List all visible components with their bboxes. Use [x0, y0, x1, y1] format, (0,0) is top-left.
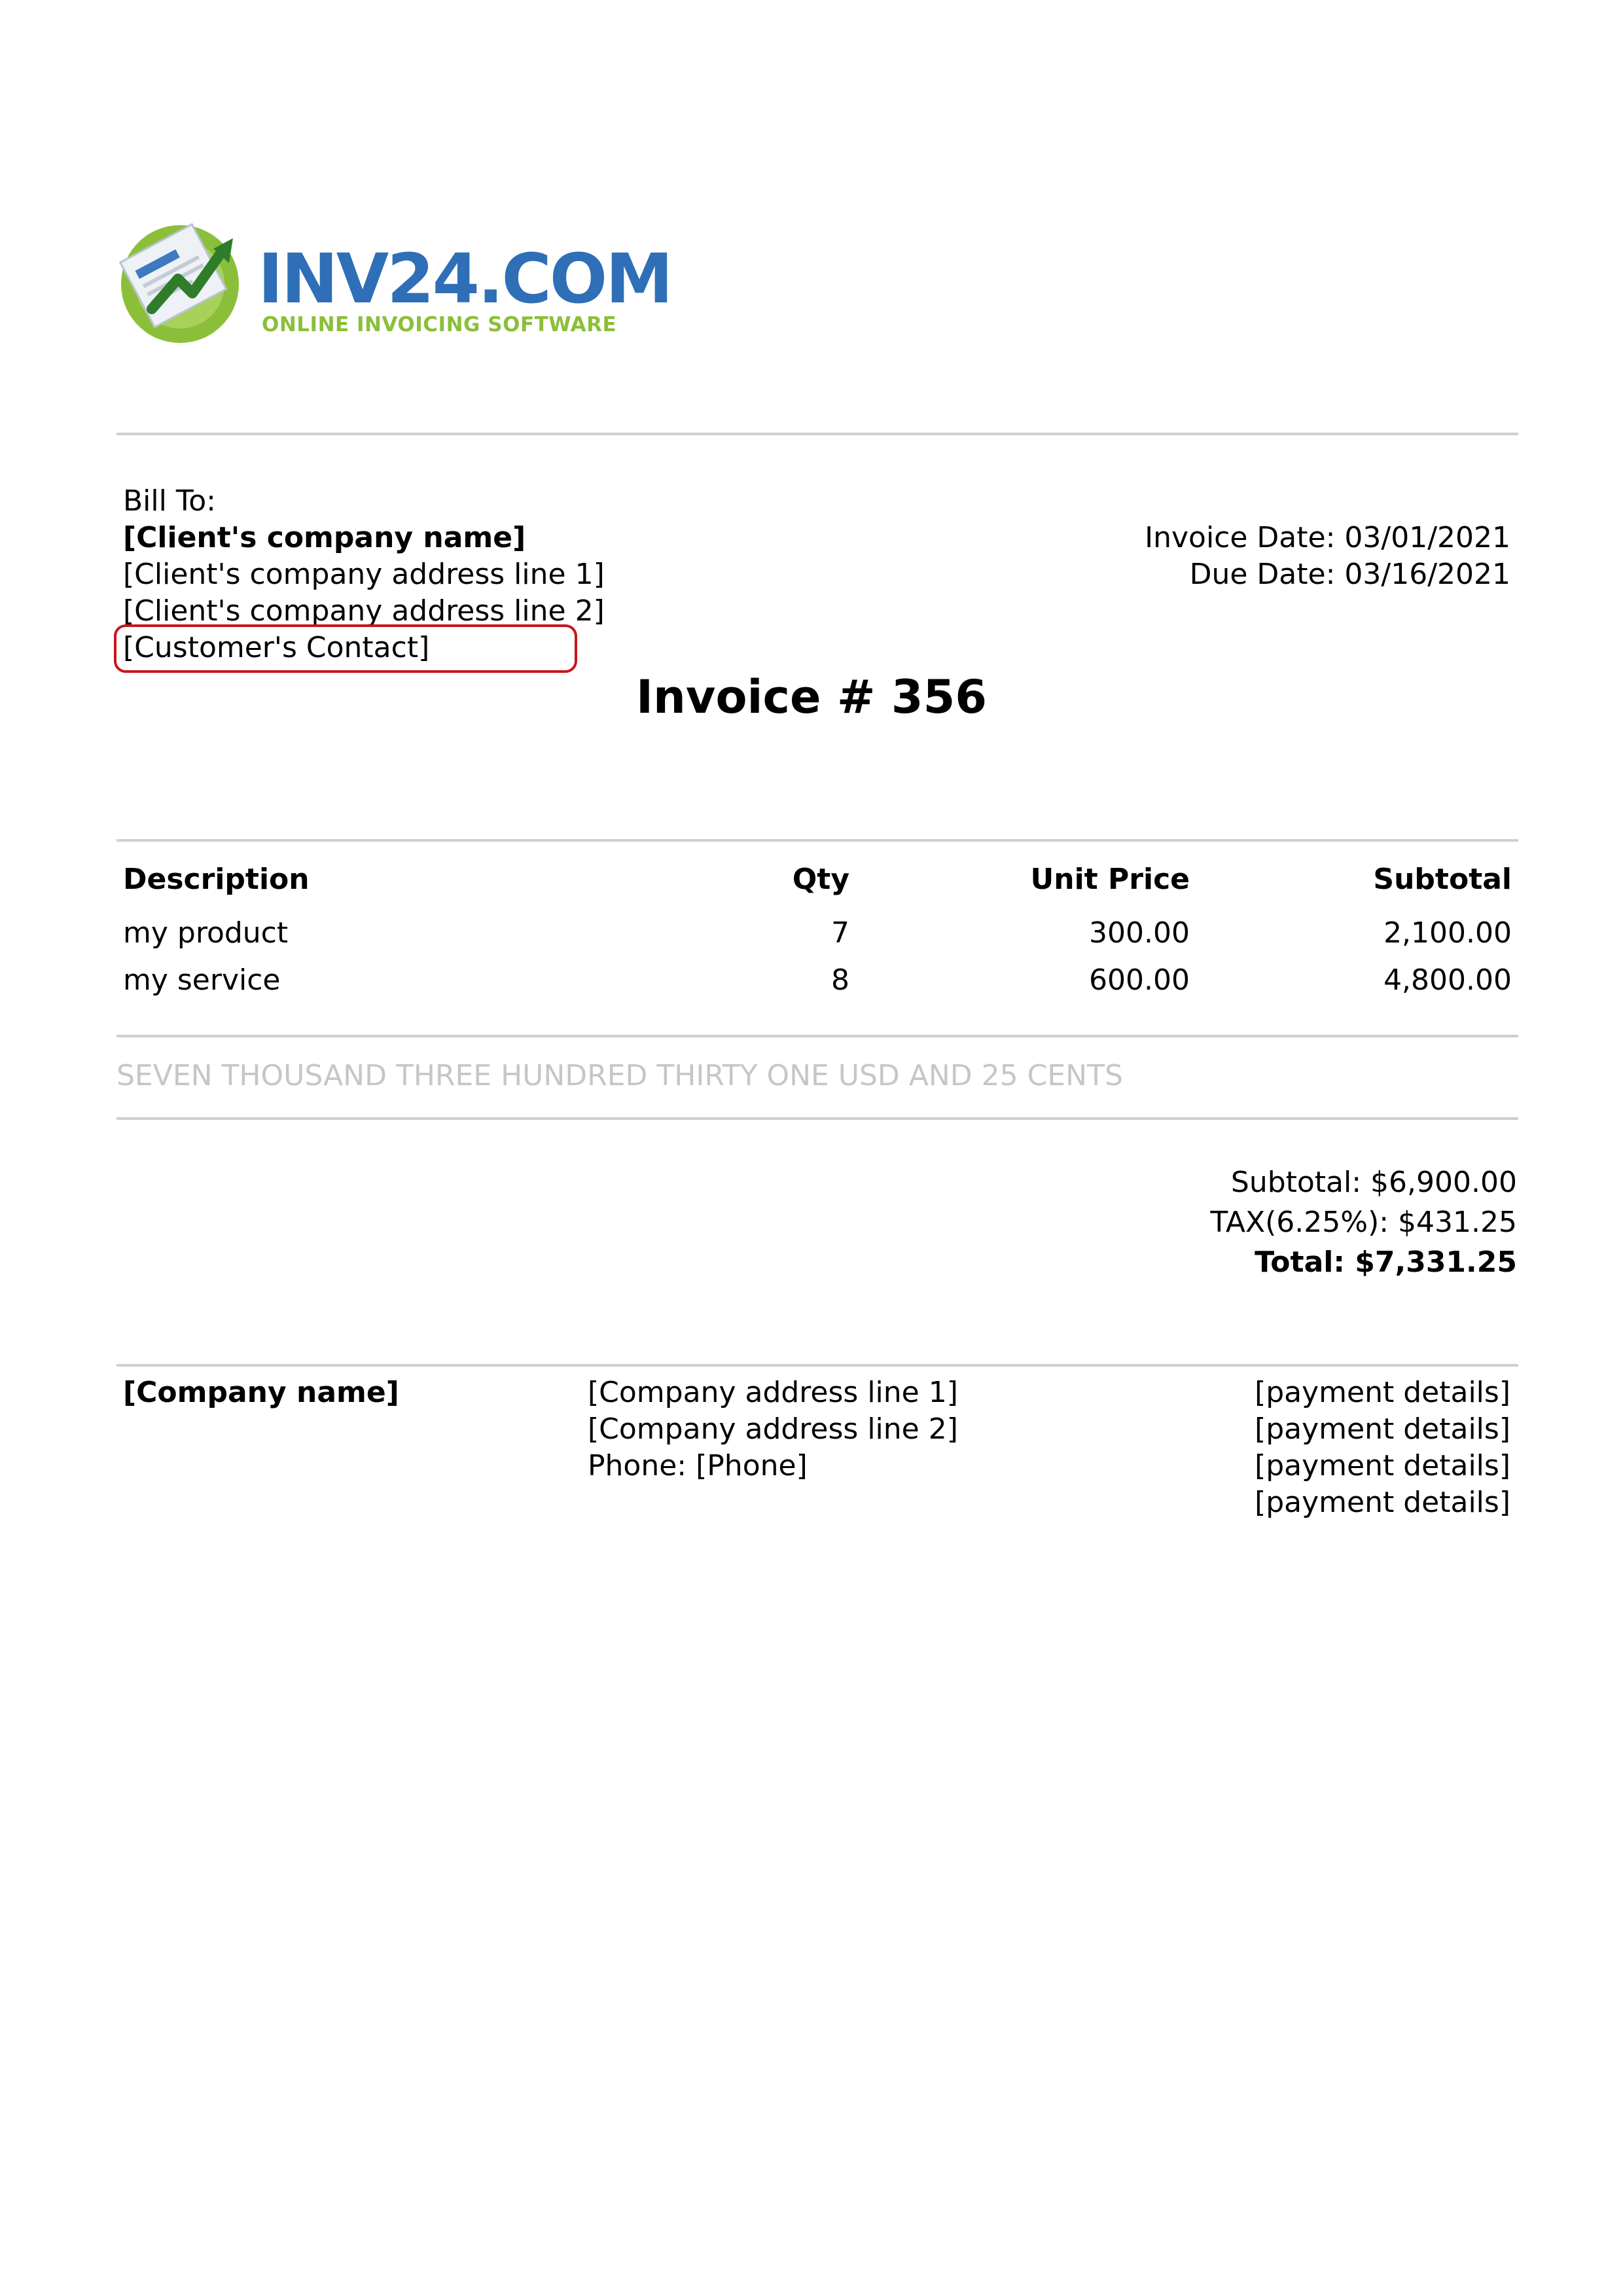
- header-unit-price: Unit Price: [1030, 863, 1190, 896]
- item-subtotal: 2,100.00: [1383, 916, 1512, 950]
- payment-details-line: [payment details]: [1255, 1412, 1510, 1446]
- item-description: my service: [123, 963, 281, 997]
- item-description: my product: [123, 916, 289, 950]
- table-row: [123, 916, 1512, 963]
- items-top-divider: [116, 839, 1518, 842]
- header-divider: [116, 433, 1518, 435]
- item-unit-price: 300.00: [1089, 916, 1190, 950]
- header-subtotal: Subtotal: [1373, 863, 1512, 896]
- item-unit-price: 600.00: [1089, 963, 1190, 997]
- company-logo: [118, 211, 671, 346]
- item-qty: 7: [831, 916, 849, 950]
- footer-company-name: [Company name]: [123, 1376, 399, 1409]
- line-items-table: [123, 863, 1512, 1011]
- company-address-line-1: [Company address line 1]: [588, 1376, 958, 1409]
- dates-block: [1145, 520, 1510, 593]
- total-amount: Total: $7,331.25: [1255, 1246, 1517, 1279]
- item-qty: 8: [831, 963, 849, 997]
- brand-name: INV24.COM: [258, 239, 671, 319]
- footer-company-address: [588, 1374, 958, 1484]
- invoice-title: Invoice # 356: [635, 670, 988, 724]
- items-bottom-divider: [116, 1035, 1518, 1037]
- bill-to-label: Bill To:: [123, 484, 216, 518]
- customer-contact: [Customer's Contact]: [123, 631, 430, 664]
- item-subtotal: 4,800.00: [1383, 963, 1512, 997]
- company-phone: Phone: [Phone]: [588, 1449, 808, 1482]
- company-address-line-2: [Company address line 2]: [588, 1412, 958, 1446]
- amount-in-words: SEVEN THOUSAND THREE HUNDRED THIRTY ONE USD AND 25 CENTS: [116, 1059, 1123, 1092]
- table-header-row: [123, 863, 1512, 916]
- brand-tagline: ONLINE INVOICING SOFTWARE: [262, 313, 617, 336]
- tax-amount: TAX(6.25%): $431.25: [1210, 1206, 1517, 1239]
- header-qty: Qty: [792, 863, 849, 896]
- client-company-name: [Client's company name]: [123, 521, 526, 554]
- customer-contact-highlight: [114, 624, 577, 673]
- invoice-growth-arrow-icon: [118, 211, 671, 346]
- table-row: [123, 963, 1512, 1011]
- client-address-line-2: [Client's company address line 2]: [123, 594, 605, 628]
- payment-details-line: [payment details]: [1255, 1449, 1510, 1482]
- payment-details-line: [payment details]: [1255, 1486, 1510, 1519]
- subtotal-amount: Subtotal: $6,900.00: [1230, 1166, 1517, 1199]
- footer-divider: [116, 1364, 1518, 1367]
- due-date: Due Date: 03/16/2021: [1189, 558, 1510, 591]
- invoice-date: Invoice Date: 03/01/2021: [1145, 521, 1510, 554]
- client-address-line-1: [Client's company address line 1]: [123, 558, 605, 591]
- footer-payment-details: [1255, 1374, 1510, 1521]
- payment-details-line: [payment details]: [1255, 1376, 1510, 1409]
- header-description: Description: [123, 863, 310, 896]
- totals-block: [1210, 1162, 1517, 1282]
- words-divider: [116, 1117, 1518, 1120]
